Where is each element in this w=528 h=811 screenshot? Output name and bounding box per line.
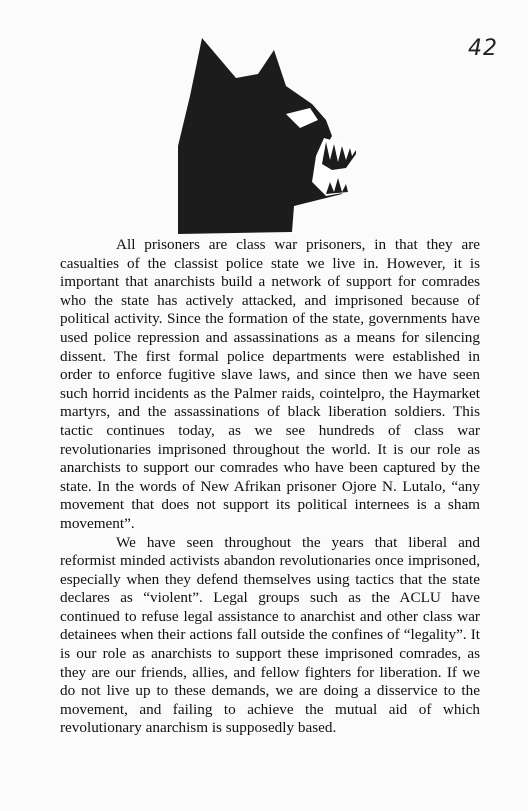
paragraph-1: All prisoners are class war prisoners, in that they are casualties of the classist police state we live in. However, it is important that anarchists build a network of support for comrades who the state has actively attacked, and imprisoned because of political activity. Since the formation of the state, governments have used police repression and assassinations as a means for silencing dissent. The first formal police departments were established in order to enforce fugitive slave laws, and since then we have seen such horrid incidents as the Palmer raids, cointelpro, the Haymarket martyrs, and the assassinations of black liberation soldiers. This tactic continues today, as we see hundreds of class war revolutionaries imprisoned throughout the world. It is our role as anarchists to support our comrades who have been captured by the state. In the words of New Afrikan prisoner Ojore N. Lutalo, “any movement that does not support its political internees is a sham movement”.: [60, 236, 480, 532]
paragraph-2: We have seen throughout the years that liberal and reformist minded activists abandon revolutionaries once imprisoned, especially when they defend themselves using tactics that the state declares as “violent”. Legal groups such as the ACLU have continued to refuse legal assistance to anarchist and other class war detainees when their actions fall outside the confines of “legality”. It is our role as anarchists to support these imprisoned comrades, as they are our friends, allies, and fellow fighters for liberation. If we do not live up to these demands, we are doing a disservice to the movement, and failing to achieve the mutual aid of which revolutionary anarchism is supposedly based.: [60, 533, 480, 737]
article-body: [60, 236, 480, 738]
cat-head-silhouette: [178, 38, 344, 234]
page-number: 42: [468, 36, 498, 61]
black-cat-head-snarling-icon: [176, 36, 366, 236]
